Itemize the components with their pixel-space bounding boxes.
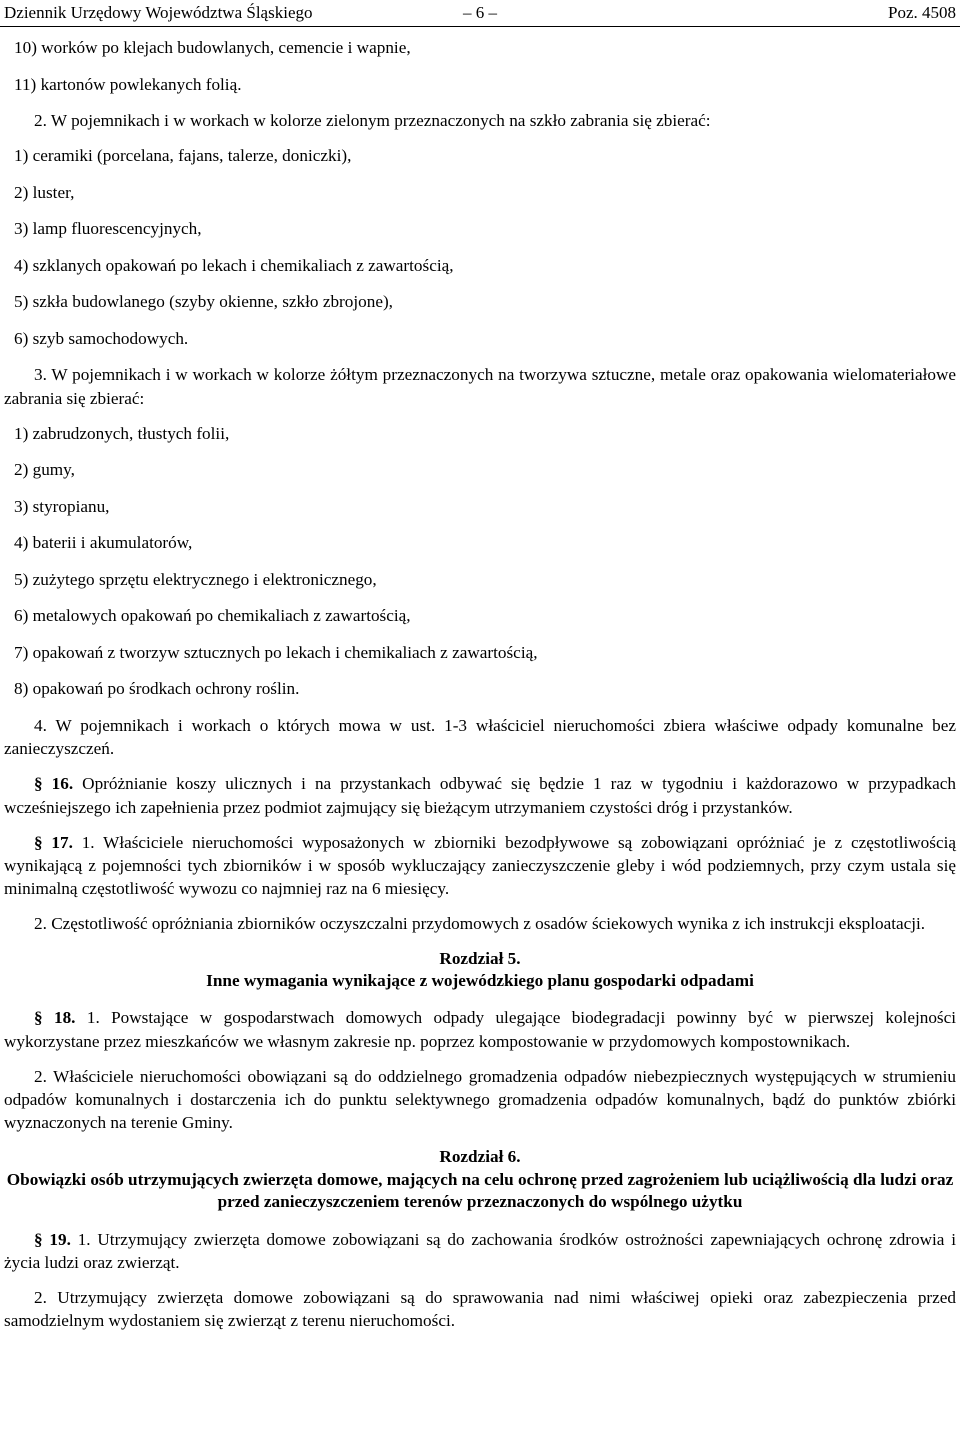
list-item: 3) lamp fluorescencyjnych, (14, 219, 202, 239)
paragraph-2: 2. W pojemnikach i w workach w kolorze zielonym przeznaczonych na szkło zabrania się zbierać: (34, 111, 711, 131)
section-number: § 18. (34, 1008, 76, 1028)
chapter-title: Rozdział 6. (439, 1147, 521, 1167)
list-item: 10) worków po klejach budowlanych, cemencie i wapnie, (14, 38, 411, 57)
section-number: § 16. (34, 774, 74, 794)
section-text: 1. Utrzymujący zwierzęta domowe zobowiązani są do zachowania środków ostrożności zapewniających ochronę zdrowia i życia ludzi oraz zwierząt. (4, 1229, 957, 1272)
section-text: 1. Właściciele nieruchomości wyposażonych w zbiorniki bezodpływowe są zobowiązani opróżniać je z częstotliwością wynikającą z pojemności tych zbiorników i w sposób wykluczający zanieczyszczenie gleby i wód podziemnych, przy czym ustala się minimalną częstotliwość wywozu co najmniej raz na 6 miesięcy. (4, 832, 956, 899)
chapter-title: Rozdział 5. (439, 948, 521, 968)
chapter-6-heading (4, 1146, 956, 1213)
section-17-paragraph-2: 2. Częstotliwość opróżniania zbiorników oczyszczalni przydomowych z osadów ściekowych wynika z ich instrukcji eksploatacji. (34, 914, 926, 934)
list-b (4, 144, 956, 350)
paragraph-4: 4. W pojemnikach i workach o których mowa w ust. 1-3 właściciel nieruchomości zbiera właściwe odpady komunalne bez zanieczyszczeń. (4, 715, 956, 759)
section-18-paragraph-2: 2. Właściciele nieruchomości obowiązani są do oddzielnego gromadzenia odpadów niebezpiecznych występujących w strumieniu odpadów komunalnych i dostarczenia ich do punktu selektywnego gromadzenia odpadów komunalnych, bądź do punktów zbiórki wyznaczonych na terenie Gminy. (4, 1066, 956, 1133)
list-c (4, 422, 956, 701)
list-item: 6) metalowych opakowań po chemikaliach z zawartością, (14, 606, 411, 626)
list-item: 11) kartonów powlekanych folią. (14, 74, 242, 94)
chapter-subtitle: Inne wymagania wynikające z wojewódzkiego planu gospodarki odpadami (206, 971, 754, 991)
position-number: Poz. 4508 (888, 3, 956, 22)
list-item: 3) styropianu, (14, 496, 110, 516)
section-text: 1. Powstające w gospodarstwach domowych odpady ulegające biodegradacji powinny być w pierwszej kolejności wykorzystane przez mieszkańców we własnym zakresie np. poprzez kompostowanie w przydomowych kompostownikach. (4, 1008, 957, 1051)
list-item: 6) szyb samochodowych. (14, 328, 189, 348)
paragraph-3: 3. W pojemnikach i w workach w kolorze żółtym przeznaczonych na tworzywa sztuczne, metale oraz opakowania wielomateriałowe zabrania się zbierać: (4, 365, 956, 408)
section-number: § 17. (34, 832, 73, 852)
section-18 (4, 1006, 956, 1052)
list-item: 4) baterii i akumulatorów, (14, 533, 193, 553)
section-19-paragraph-2: 2. Utrzymujący zwierzęta domowe zobowiązani są do sprawowania nad nimi właściwej opieki oraz zabezpieczenia przed samodzielnym wydostaniem się zwierząt z terenu nieruchomości. (4, 1287, 956, 1331)
document-body (4, 36, 956, 1344)
journal-title: Dziennik Urzędowy Województwa Śląskiego (4, 3, 313, 22)
list-item: 4) szklanych opakowań po lekach i chemikaliach z zawartością, (14, 255, 454, 275)
list-a (4, 36, 956, 96)
section-number: § 19. (34, 1229, 71, 1249)
list-item: 1) zabrudzonych, tłustych folii, (14, 423, 230, 443)
section-text: Opróżnianie koszy ulicznych i na przystankach odbywać się będzie 1 raz w tygodniu i każdorazowo w przypadkach wcześniejszego ich zapełnienia przez podmiot zajmujący się bieżącym utrzymaniem czystości dróg i przystanków. (4, 774, 957, 817)
list-item: 8) opakowań po środkach ochrony roślin. (14, 679, 300, 699)
list-item: 2) luster, (14, 182, 75, 202)
page-header (0, 0, 960, 27)
list-item: 5) szkła budowlanego (szyby okienne, szkło zbrojone), (14, 292, 393, 312)
chapter-subtitle: Obowiązki osób utrzymujących zwierzęta domowe, mających na celu ochronę przed zagrożeniem lub uciążliwością dla ludzi oraz przed zanieczyszczeniem terenów przeznaczonych do wspólnego użytku (6, 1169, 954, 1212)
list-item: 1) ceramiki (porcelana, fajans, talerze, doniczki), (14, 146, 352, 166)
chapter-5-heading (4, 948, 956, 993)
section-16 (4, 772, 956, 818)
list-item: 5) zużytego sprzętu elektrycznego i elektronicznego, (14, 569, 377, 589)
list-item: 2) gumy, (14, 460, 75, 480)
section-19 (4, 1228, 956, 1274)
page-number: – 6 – (463, 3, 497, 22)
list-item: 7) opakowań z tworzyw sztucznych po lekach i chemikaliach z zawartością, (14, 642, 538, 662)
section-17 (4, 831, 956, 901)
